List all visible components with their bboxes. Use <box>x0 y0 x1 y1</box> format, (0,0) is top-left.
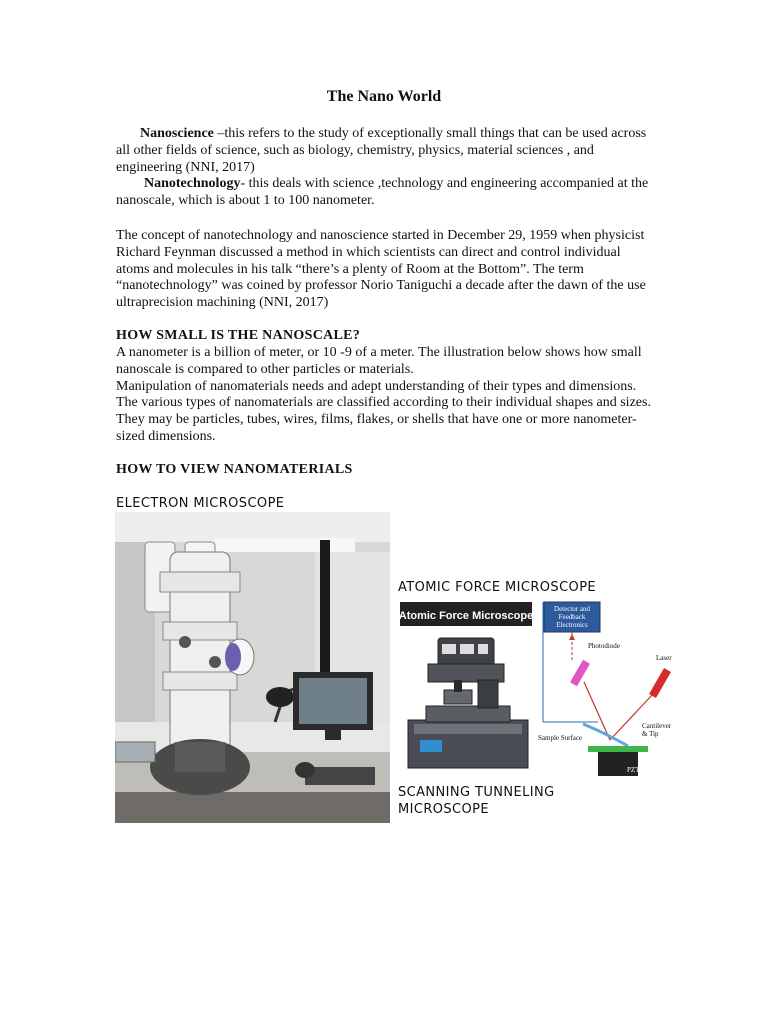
nanomaterials-paragraph: Manipulation of nanomaterials needs and adept understanding of their types and dimensions. The various types of nanomaterials are classified according to their individual shapes and sizes. They may be particles, tubes, wires, films, flakes, or shells that have one or more nanometer-sized dimensions. <box>116 378 651 444</box>
label-stm-line1: SCANNING TUNNELING <box>398 785 555 800</box>
nanotechnology-definition <box>116 176 656 210</box>
nanoscience-text: –this refers to the study of exceptionally small things that can be used across all other fields of science, such as biology, chemistry, physics, material sciences , and engineering (NNI, 2017) <box>116 126 647 175</box>
definitions-block <box>116 126 656 210</box>
afm-banner: Atomic Force Microscope <box>398 610 534 622</box>
nanotechnology-term: Nanotechnology <box>144 176 241 192</box>
afm-figure <box>398 600 678 780</box>
label-atomic-force-microscope: ATOMIC FORCE MICROSCOPE <box>398 580 597 595</box>
afm-pzt-label: PZT <box>627 766 640 774</box>
label-stm-line2: MICROSCOPE <box>398 802 490 817</box>
afm-cantilever-line2: & Tip <box>642 730 659 738</box>
history-paragraph: The concept of nanotechnology and nanoscience started in December 29, 1959 when physicist Richard Feynman discussed a method in which scientists can direct and control individual atoms and molecules in his talk “there’s a plenty of Room at the Bottom”. The term “nanotechnology” was coined by professor Norio Taniguchi a decade after the dawn of the use ultraprecision machining (NNI, 2017) <box>116 228 646 311</box>
afm-detector-line2: Feedback <box>558 613 586 621</box>
afm-detector-line1: Detector and <box>554 605 590 613</box>
nanotechnology-text: - this deals with science ,technology and engineering accompanied at the nanoscale, which is about 1 to 100 nanometer. <box>116 176 649 209</box>
nanoscience-term: Nanoscience <box>140 126 214 141</box>
nanometer-paragraph: A nanometer is a billion of meter, or 10 -9 of a meter. The illustration below shows how small nanoscale is compared to other particles or materials. <box>116 345 642 377</box>
document-title: The Nano World <box>326 88 442 105</box>
afm-cantilever-line1: Cantilever <box>642 722 672 730</box>
section-heading-view: HOW TO VIEW NANOMATERIALS <box>116 462 353 477</box>
afm-laser-label: Laser <box>656 654 672 662</box>
afm-sample-surface-label: Sample Surface <box>538 734 583 742</box>
label-electron-microscope: ELECTRON MICROSCOPE <box>116 496 285 511</box>
nanoscience-definition <box>116 126 656 176</box>
afm-photodiode-label: Photodiode <box>588 642 620 650</box>
electron-microscope-photo <box>115 512 390 823</box>
section-heading-nanoscale: HOW SMALL IS THE NANOSCALE? <box>116 328 361 343</box>
afm-detector-line3: Electronics <box>556 621 588 629</box>
nanoscale-block <box>116 345 656 446</box>
